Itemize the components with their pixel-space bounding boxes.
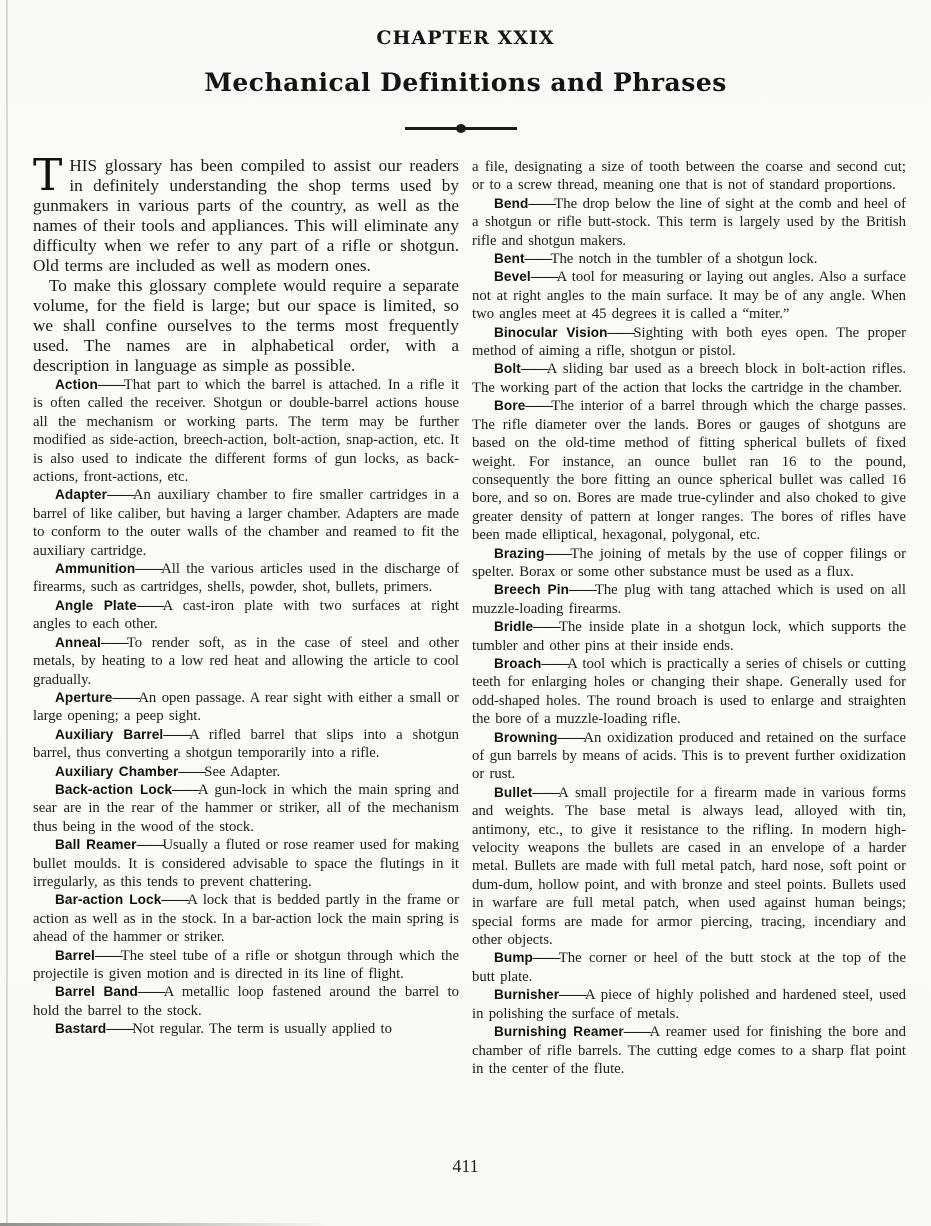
entry-dash: —— [559, 987, 585, 1004]
entry-definition: The notch in the tumbler of a shotgun lock. [550, 251, 818, 268]
glossary-entry [472, 360, 906, 397]
glossary-entry [472, 268, 906, 323]
entry-term: Bend [494, 195, 529, 211]
glossary-entry [472, 545, 906, 582]
entry-definition: A rifled barrel that slips into a shotgun barrel, thus converting a shotgun temporarily into a rifle. [33, 726, 460, 762]
entry-term: Browning [494, 729, 558, 745]
entry-dash: —— [532, 950, 559, 967]
entry-term: Auxiliary Chamber [55, 763, 179, 779]
entry-term: Broach [494, 655, 542, 671]
glossary-entry [472, 655, 906, 729]
entry-definition: A reamer used for finishing the bore and chamber of rifle barrels. The cutting edge comes to a sharp flat point in the center of the flute. [472, 1024, 906, 1077]
entry-definition: The corner or heel of the butt stock at the top of the butt plate. [472, 950, 906, 985]
entry-dash: —— [136, 837, 163, 854]
entry-term: Adapter [55, 487, 108, 503]
entry-term: Aperture [55, 689, 113, 705]
glossary-entry [33, 947, 459, 984]
entry-dash: —— [112, 689, 139, 706]
chapter-heading: CHAPTER XXIX [376, 27, 555, 49]
entry-term: Ammunition [55, 561, 136, 577]
entry-term: Barrel Band [55, 984, 138, 1000]
glossary-entry [33, 983, 459, 1020]
glossary-entry [33, 560, 459, 597]
glossary-entry [33, 726, 459, 763]
entry-dash: —— [541, 655, 568, 672]
glossary-entry [33, 634, 459, 689]
intro-paragraph-2: To make this glossary complete would require a separate volume, for the field is large; but our space is limited, so we shall confine ourselves to the terms most frequently used. The names are in alphabetical order, with a description in language as simple as possible. [33, 276, 459, 375]
entry-dash: —— [100, 634, 127, 651]
glossary-entries-left [33, 376, 459, 1039]
entry-dash: —— [524, 251, 551, 268]
entry-term: Binocular Vision [494, 324, 608, 340]
entry-term: Bevel [494, 269, 531, 285]
scan-edge-line [6, 0, 8, 1226]
glossary-entry [472, 195, 906, 250]
entry-dash: —— [532, 784, 559, 801]
entry-definition: Sighting with both eyes open. The proper method of aiming a rifle, shotgun or pistol. [472, 324, 906, 360]
entry-definition: All the various articles used in the discharge of firearms, such as cartridges, shells, powder, shot, bullets, primers. [33, 561, 459, 596]
entry-definition: Not regular. The term is usually applied to [132, 1021, 392, 1038]
glossary-entry [33, 836, 459, 891]
entry-term: Barrel [55, 947, 95, 963]
glossary-column-left [33, 150, 460, 1039]
entry-term: Brazing [494, 545, 545, 561]
glossary-entry [472, 729, 906, 784]
glossary-entry [472, 324, 906, 361]
entry-term: Bent [494, 251, 525, 267]
page-number: 411 [452, 1156, 479, 1176]
entry-definition: The joining of metals by the use of copper filings or spelter. Borax or some other substance must be used as a flux. [472, 545, 906, 580]
entry-term: Bullet [494, 784, 533, 800]
entry-definition: An auxiliary chamber to fire smaller cartridges in a barrel of like caliber, but having a larger chamber. Adapters are made to conform to the outer walls of the chamber and reamed to fit the auxiliary cartridge. [33, 487, 459, 559]
entry-term: Back-action Lock [55, 781, 173, 797]
entry-dash: —— [178, 763, 205, 780]
title-divider [405, 124, 517, 132]
entry-definition: See Adapter. [204, 763, 281, 780]
entry-term: Bar-action Lock [55, 892, 162, 908]
entry-term: Bastard [55, 1021, 107, 1037]
continuation-paragraph: a file, designating a size of tooth between the coarse and second cut; or to a screw thread, meaning one that is not of standard proportions. [472, 159, 906, 194]
glossary-entry [472, 250, 906, 268]
entry-definition: An oxidization produced and retained on the surface of gun barrels by means of acids. This is to prevent further oxidization or rust. [472, 729, 906, 783]
intro-paragraph-1-text: HIS glossary has been compiled to assist our readers in definitely understanding the shop terms used by gunmakers in various parts of the country, as well as the names of their tools and appliances. This will eliminate any difficulty when we refer to any part of a rifle or shotgun. Old terms are included as well as modern ones. [33, 156, 459, 275]
entry-dash: —— [163, 726, 190, 743]
glossary-entry [472, 581, 906, 618]
entry-dash: —— [94, 947, 121, 964]
glossary-entries-right [472, 195, 906, 1079]
entry-term: Anneal [55, 634, 101, 650]
entry-dash: —— [607, 324, 634, 341]
entry-dash: —— [97, 377, 124, 393]
entry-dash: —— [135, 561, 162, 578]
glossary-column-right [472, 158, 906, 1078]
glossary-entry [472, 1023, 906, 1078]
entry-term: Bump [494, 950, 533, 966]
dropcap-letter: T [33, 150, 63, 201]
entry-dash: —— [106, 1021, 133, 1038]
entry-term: Burnisher [494, 987, 560, 1003]
entry-definition: A small projectile for a firearm made in various forms and weights. The base metal is always lead, alloyed with tin, antimony, etc., to give it resistance to the rifling. In modern high-velocity weapons the bullets are cased in an envelope of a harder metal. Bullets are made with full metal patch, hard nose, soft point or dum-dum, hollow point, and with bronze and steel points. Bullets used in warfare are full metal patch, when used against human beings; special forms are made for armor piercing, tracing, incendiary and other objects. [472, 784, 906, 949]
entry-term: Bridle [494, 619, 534, 635]
entry-dash: —— [107, 487, 133, 504]
glossary-entry [33, 781, 459, 836]
entry-definition: A tool which is practically a series of chisels or cutting teeth for enlarging holes or changing their shape. Generally used for odd-shaped holes. The round broach is used to enlarge and straighten the bore of a muzzle-loading rifle. [472, 655, 906, 728]
entry-definition: A gun-lock in which the main spring and sear are in the rear of the hammer or striker, all of the mechanism thus being in the wood of the stock. [33, 781, 459, 835]
entry-term: Burnishing Reamer [494, 1024, 624, 1040]
entry-definition: The inside plate in a shotgun lock, which supports the tumbler and other pins at their inside ends. [472, 619, 906, 654]
entry-definition: A lock that is bedded partly in the frame or action as well as in the stock. In a bar-action lock the main spring is ahead of the hammer or striker. [33, 892, 459, 946]
glossary-entry [472, 949, 906, 986]
entry-dash: —— [525, 398, 552, 415]
entry-definition: A cast-iron plate with two surfaces at right angles to each other. [33, 597, 459, 633]
glossary-entry [33, 891, 459, 946]
entry-definition: The plug with tang attached which is used on all muzzle-loading firearms. [472, 582, 906, 617]
entry-term: Breech Pin [494, 582, 569, 598]
entry-definition: An open passage. A rear sight with either a small or large opening; a peep sight. [33, 689, 459, 725]
entry-definition: Usually a fluted or rose reamer used for making bullet moulds. It is considered advisable to space the flutings in it irregularly, as this tends to prevent chattering. [33, 837, 459, 890]
entry-definition: To render soft, as in the case of steel and other metals, by heating to a low red heat and allowing the article to cool gradually. [33, 634, 459, 688]
glossary-entry [33, 597, 459, 634]
entry-term: Angle Plate [55, 597, 137, 613]
intro-paragraph-1 [33, 150, 459, 276]
intro-section [33, 150, 459, 376]
entry-definition: A metallic loop fastened around the barrel to hold the barrel to the stock. [33, 984, 459, 1019]
entry-term: Bolt [494, 361, 521, 377]
entry-term: Auxiliary Barrel [55, 726, 164, 742]
glossary-entry [472, 986, 906, 1023]
entry-definition: A tool for measuring or laying out angles. Also a surface not at right angles to the main surface. It may be of any angle. When two angles meet at 45 degrees it is called a “miter.” [472, 269, 906, 323]
entry-dash: —— [161, 892, 188, 909]
entry-dash: —— [569, 582, 595, 599]
entry-definition: The interior of a barrel through which the charge passes. The rifle diameter over the lands. Bores or gauges of shotguns are based on the old-time method of fitting spherical bullets of fixed weight. For instance, an ounce bullet ran 16 to the pound, consequently the bore fitting an ounce spherical bullet was called 16 bore, and so on. Bores are made true-cylinder and also choked to give greater density of pattern at longer ranges. The bores of rifles have been made elliptical, hexagonal, polygonal, etc. [472, 398, 906, 544]
entry-term: Action [55, 377, 98, 392]
entry-term: Bore [494, 398, 526, 414]
divider-dot [456, 124, 466, 133]
glossary-entry [33, 1020, 459, 1038]
entry-definition: A piece of highly polished and hardened steel, used in polishing the surface of metals. [472, 987, 906, 1022]
entry-dash: —— [623, 1024, 650, 1041]
entry-definition: The steel tube of a rifle or shotgun through which the projectile is given motion and is directed in its line of flight. [33, 947, 459, 982]
entry-dash: —— [533, 619, 559, 636]
glossary-entry [33, 689, 459, 726]
glossary-entry [472, 397, 906, 544]
entry-dash: —— [528, 195, 555, 212]
entry-definition: The drop below the line of sight at the comb and heel of a shotgun or rifle butt-stock. This term is largely used by the British rifle and shotgun makers. [472, 195, 906, 249]
entry-dash: —— [136, 597, 163, 614]
entry-dash: —— [520, 361, 547, 378]
glossary-entry [33, 486, 459, 560]
glossary-entry [33, 376, 459, 486]
entry-dash: —— [557, 729, 584, 746]
entry-definition: That part to which the barrel is attached. In a rifle it is often called the receiver. Shotgun or double-barrel actions house all the mechanism or working parts. The term may be further modified as side-action, breech-action, bolt-action, snap-action, etc. It is also used to indicate the different forms of gun locks, as back-actions, front-actions, etc. [33, 377, 459, 486]
page-title: Mechanical Definitions and Phrases [204, 68, 727, 97]
entry-dash: —— [544, 545, 571, 562]
entry-term: Ball Reamer [55, 837, 137, 853]
entry-dash: —— [530, 269, 557, 286]
glossary-entry [472, 618, 906, 655]
entry-dash: —— [172, 781, 198, 798]
glossary-entry [472, 784, 906, 950]
glossary-entry [33, 763, 459, 781]
entry-definition: A sliding bar used as a breech block in bolt-action rifles. The working part of the action that locks the cartridge in the chamber. [472, 361, 906, 396]
entry-dash: —— [137, 984, 164, 1001]
